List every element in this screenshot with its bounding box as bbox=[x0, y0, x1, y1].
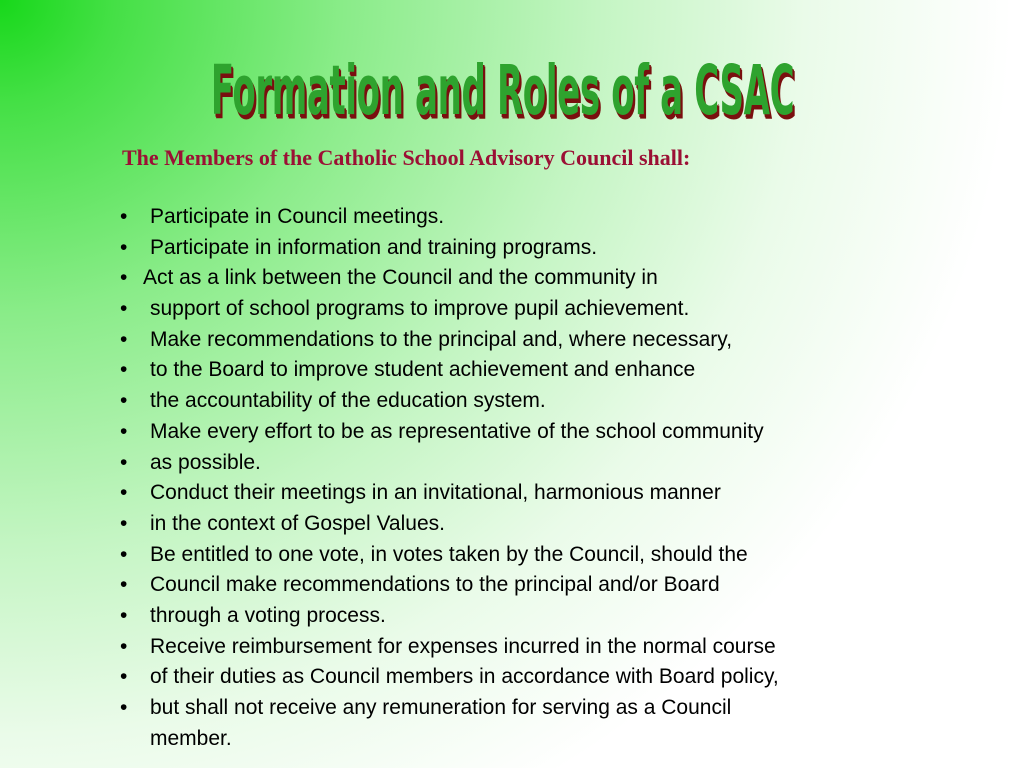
bullet-icon: • bbox=[120, 327, 128, 351]
list-item bbox=[116, 570, 779, 601]
bullet-icon: • bbox=[120, 389, 128, 413]
list-item-text: Be entitled to one vote, in votes taken by the Council, should the bbox=[150, 542, 748, 566]
bullet-icon: • bbox=[120, 665, 128, 689]
list-item-text: Receive reimbursement for expenses incurred in the normal course bbox=[150, 634, 776, 658]
bullet-list bbox=[116, 202, 779, 754]
bullet-icon: • bbox=[120, 511, 128, 535]
list-item bbox=[116, 448, 779, 479]
list-item-text: Council make recommendations to the principal and/or Board bbox=[150, 573, 720, 597]
list-item-text: Participate in Council meetings. bbox=[150, 205, 445, 228]
bullet-icon: • bbox=[120, 634, 128, 658]
bullet-icon: • bbox=[120, 481, 128, 505]
list-item-text: Make recommendations to the principal and, where necessary, bbox=[150, 327, 733, 351]
list-item bbox=[116, 724, 779, 755]
list-item bbox=[116, 478, 779, 509]
bullet-icon: • bbox=[120, 603, 128, 627]
list-item bbox=[116, 233, 779, 264]
list-item bbox=[116, 386, 779, 417]
list-item-text: in the context of Gospel Values. bbox=[150, 511, 445, 535]
list-item bbox=[116, 325, 779, 356]
list-item-text: Participate in information and training programs. bbox=[150, 235, 598, 259]
list-item-text: of their duties as Council members in accordance with Board policy, bbox=[150, 665, 779, 689]
bullet-icon: • bbox=[120, 235, 128, 259]
slide-subtitle: The Members of the Catholic School Advisory Council shall: bbox=[122, 145, 691, 170]
list-item bbox=[116, 601, 779, 632]
bullet-icon: • bbox=[120, 205, 128, 228]
list-item bbox=[116, 294, 779, 325]
bullet-icon: • bbox=[120, 696, 128, 719]
list-item bbox=[116, 417, 779, 448]
list-item bbox=[116, 632, 779, 663]
bullet-icon: • bbox=[120, 297, 128, 321]
list-item-text: member. bbox=[150, 726, 232, 750]
list-item-text: Conduct their meetings in an invitational, harmonious manner bbox=[150, 481, 721, 505]
list-item-text: support of school programs to improve pupil achievement. bbox=[150, 297, 690, 321]
list-item-text: the accountability of the education system. bbox=[150, 389, 546, 413]
list-item bbox=[116, 202, 779, 233]
list-item bbox=[116, 355, 779, 386]
list-item-text: Make every effort to be as representative of the school community bbox=[150, 419, 764, 443]
bullet-icon: • bbox=[120, 419, 128, 443]
bullet-icon: • bbox=[120, 266, 128, 290]
list-item-text: to the Board to improve student achievement and enhance bbox=[150, 358, 696, 382]
list-item bbox=[116, 263, 779, 294]
list-item bbox=[116, 509, 779, 540]
bullet-icon: • bbox=[120, 450, 128, 474]
list-item-text: through a voting process. bbox=[150, 603, 386, 627]
bullet-icon: • bbox=[120, 573, 128, 597]
list-item-text: as possible. bbox=[150, 450, 261, 474]
slide-title: Formation and Roles of a CSAC bbox=[210, 49, 795, 131]
bullet-icon: • bbox=[120, 358, 128, 382]
list-item bbox=[116, 662, 779, 693]
list-item-text: but shall not receive any remuneration for serving as a Council bbox=[150, 696, 732, 719]
list-item bbox=[116, 693, 779, 724]
list-item bbox=[116, 540, 779, 571]
list-item-text: Act as a link between the Council and the community in bbox=[143, 266, 658, 290]
bullet-icon: • bbox=[120, 542, 128, 566]
